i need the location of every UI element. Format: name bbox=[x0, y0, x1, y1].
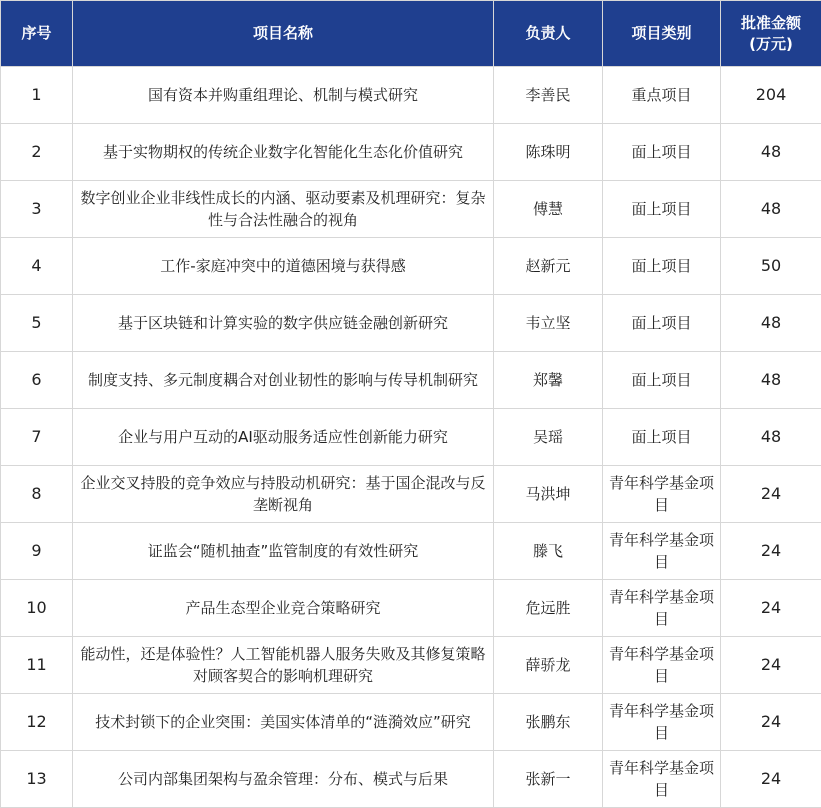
cell-category: 面上项目 bbox=[603, 295, 721, 352]
cell-project-name: 企业交叉持股的竞争效应与持股动机研究：基于国企混改与反垄断视角 bbox=[73, 466, 494, 523]
cell-category: 面上项目 bbox=[603, 238, 721, 295]
cell-leader: 李善民 bbox=[494, 67, 603, 124]
cell-project-name: 工作-家庭冲突中的道德困境与获得感 bbox=[73, 238, 494, 295]
cell-leader: 傅慧 bbox=[494, 181, 603, 238]
table-row bbox=[1, 580, 821, 637]
cell-amount: 24 bbox=[721, 751, 821, 808]
cell-leader: 滕飞 bbox=[494, 523, 603, 580]
cell-leader: 张新一 bbox=[494, 751, 603, 808]
cell-leader: 陈珠明 bbox=[494, 124, 603, 181]
cell-amount: 24 bbox=[721, 580, 821, 637]
cell-category: 面上项目 bbox=[603, 409, 721, 466]
table-row bbox=[1, 466, 821, 523]
cell-category: 面上项目 bbox=[603, 352, 721, 409]
cell-amount: 48 bbox=[721, 352, 821, 409]
cell-no: 11 bbox=[1, 637, 73, 694]
cell-amount: 24 bbox=[721, 466, 821, 523]
cell-no: 5 bbox=[1, 295, 73, 352]
table-row bbox=[1, 352, 821, 409]
table-row bbox=[1, 751, 821, 808]
cell-project-name: 证监会“随机抽查”监管制度的有效性研究 bbox=[73, 523, 494, 580]
cell-project-name: 企业与用户互动的AI驱动服务适应性创新能力研究 bbox=[73, 409, 494, 466]
cell-amount: 50 bbox=[721, 238, 821, 295]
cell-amount: 48 bbox=[721, 295, 821, 352]
cell-category: 面上项目 bbox=[603, 124, 721, 181]
cell-amount: 24 bbox=[721, 523, 821, 580]
cell-amount: 24 bbox=[721, 694, 821, 751]
cell-leader: 张鹏东 bbox=[494, 694, 603, 751]
cell-project-name: 基于区块链和计算实验的数字供应链金融创新研究 bbox=[73, 295, 494, 352]
cell-no: 13 bbox=[1, 751, 73, 808]
cell-leader: 马洪坤 bbox=[494, 466, 603, 523]
cell-category: 青年科学基金项目 bbox=[603, 466, 721, 523]
cell-no: 2 bbox=[1, 124, 73, 181]
cell-category: 重点项目 bbox=[603, 67, 721, 124]
cell-no: 3 bbox=[1, 181, 73, 238]
table-row bbox=[1, 295, 821, 352]
cell-no: 9 bbox=[1, 523, 73, 580]
cell-leader: 吴瑶 bbox=[494, 409, 603, 466]
cell-amount: 48 bbox=[721, 181, 821, 238]
cell-project-name: 能动性，还是体验性？人工智能机器人服务失败及其修复策略对顾客契合的影响机理研究 bbox=[73, 637, 494, 694]
cell-project-name: 制度支持、多元制度耦合对创业韧性的影响与传导机制研究 bbox=[73, 352, 494, 409]
cell-leader: 薛骄龙 bbox=[494, 637, 603, 694]
table-row bbox=[1, 694, 821, 751]
cell-amount: 204 bbox=[721, 67, 821, 124]
cell-project-name: 国有资本并购重组理论、机制与模式研究 bbox=[73, 67, 494, 124]
cell-category: 面上项目 bbox=[603, 181, 721, 238]
cell-project-name: 基于实物期权的传统企业数字化智能化生态化价值研究 bbox=[73, 124, 494, 181]
cell-amount: 48 bbox=[721, 409, 821, 466]
header-leader: 负责人 bbox=[494, 1, 603, 67]
header-no: 序号 bbox=[1, 1, 73, 67]
table-row bbox=[1, 523, 821, 580]
cell-category: 青年科学基金项目 bbox=[603, 751, 721, 808]
table-row bbox=[1, 181, 821, 238]
cell-leader: 郑馨 bbox=[494, 352, 603, 409]
cell-project-name: 数字创业企业非线性成长的内涵、驱动要素及机理研究：复杂性与合法性融合的视角 bbox=[73, 181, 494, 238]
cell-leader: 韦立坚 bbox=[494, 295, 603, 352]
cell-leader: 赵新元 bbox=[494, 238, 603, 295]
cell-amount: 24 bbox=[721, 637, 821, 694]
cell-category: 青年科学基金项目 bbox=[603, 523, 721, 580]
cell-no: 4 bbox=[1, 238, 73, 295]
table-row bbox=[1, 124, 821, 181]
cell-no: 10 bbox=[1, 580, 73, 637]
cell-category: 青年科学基金项目 bbox=[603, 580, 721, 637]
cell-project-name: 技术封锁下的企业突围：美国实体清单的“涟漪效应”研究 bbox=[73, 694, 494, 751]
cell-no: 6 bbox=[1, 352, 73, 409]
cell-no: 12 bbox=[1, 694, 73, 751]
table-row bbox=[1, 637, 821, 694]
header-project-name: 项目名称 bbox=[73, 1, 494, 67]
cell-no: 8 bbox=[1, 466, 73, 523]
header-category: 项目类别 bbox=[603, 1, 721, 67]
cell-project-name: 公司内部集团架构与盈余管理：分布、模式与后果 bbox=[73, 751, 494, 808]
cell-category: 青年科学基金项目 bbox=[603, 637, 721, 694]
table-body bbox=[1, 67, 821, 808]
table-row bbox=[1, 409, 821, 466]
table-row bbox=[1, 67, 821, 124]
table-header-row bbox=[1, 1, 821, 67]
cell-no: 1 bbox=[1, 67, 73, 124]
cell-amount: 48 bbox=[721, 124, 821, 181]
header-amount: 批准金额 (万元) bbox=[721, 1, 821, 67]
cell-leader: 危远胜 bbox=[494, 580, 603, 637]
cell-project-name: 产品生态型企业竞合策略研究 bbox=[73, 580, 494, 637]
cell-category: 青年科学基金项目 bbox=[603, 694, 721, 751]
cell-no: 7 bbox=[1, 409, 73, 466]
table-row bbox=[1, 238, 821, 295]
